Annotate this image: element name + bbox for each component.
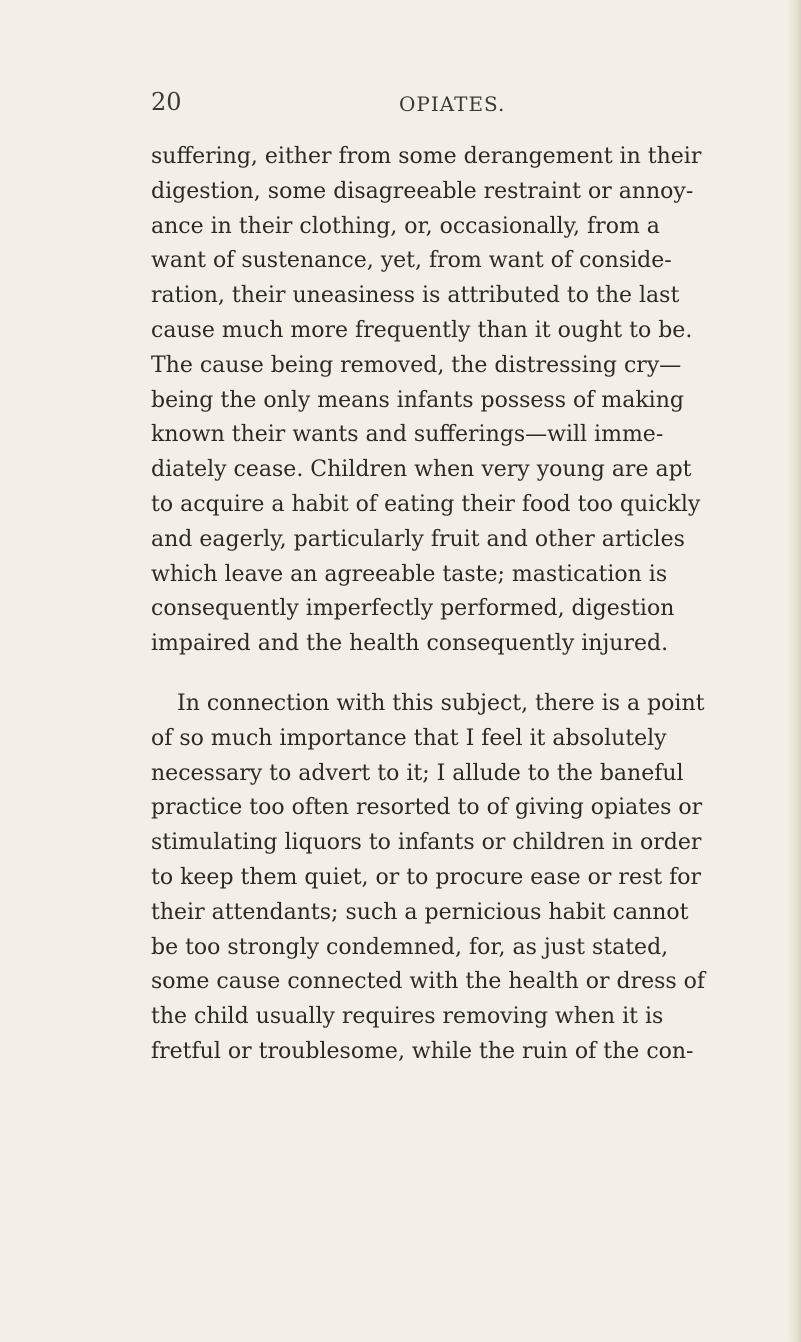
text-line: necessary to advert to it; I allude to the baneful <box>151 760 684 786</box>
running-head: OPIATES. <box>399 92 506 116</box>
paragraph-gap <box>151 662 651 687</box>
text-line: and eagerly, particularly fruit and other articles <box>151 526 685 552</box>
text-line: to keep them quiet, or to procure ease or rest for <box>151 864 701 890</box>
text-line: want of sustenance, yet, from want of conside- <box>151 248 672 274</box>
text-line: The cause being removed, the distressing cry— <box>151 352 682 378</box>
text-line: cause much more frequently than it ought to be. <box>151 317 693 343</box>
text-line: fretful or troublesome, while the ruin of the con- <box>151 1038 694 1064</box>
text-line: diately cease. Children when very young are apt <box>151 457 692 483</box>
text-line: which leave an agreeable taste; mastication is <box>151 561 668 587</box>
text-line: some cause connected with the health or dress of <box>151 969 706 995</box>
text-line: the child usually requires removing when it is <box>151 1004 664 1030</box>
text-line: digestion, some disagreeable restraint or annoy- <box>151 178 694 204</box>
text-line: being the only means infants possess of making <box>151 387 684 413</box>
page-header <box>151 88 651 120</box>
text-line: known their wants and sufferings—will imme- <box>151 422 664 448</box>
text-line: In connection with this subject, there is a point <box>177 690 705 716</box>
text-line: to acquire a habit of eating their food too quickly <box>151 491 701 517</box>
page-number: 20 <box>151 88 182 116</box>
text-line: of so much importance that I feel it absolutely <box>151 725 667 751</box>
text-line: their attendants; such a pernicious habit cannot <box>151 899 689 925</box>
text-line: ration, their uneasiness is attributed to the last <box>151 283 680 309</box>
text-line: stimulating liquors to infants or children in order <box>151 830 702 856</box>
text-line: impaired and the health consequently injured. <box>151 631 669 657</box>
text-line: ance in their clothing, or, occasionally, from a <box>151 213 660 239</box>
paragraph-1 <box>151 140 702 662</box>
text-line: be too strongly condemned, for, as just stated, <box>151 934 669 960</box>
text-line: practice too often resorted to of giving opiates or <box>151 795 703 821</box>
text-line: consequently imperfectly performed, digestion <box>151 596 675 622</box>
body-text <box>151 140 706 1070</box>
page-edge <box>787 0 801 1342</box>
paragraph-2 <box>151 687 706 1070</box>
text-line: suffering, either from some derangement in their <box>151 144 702 169</box>
